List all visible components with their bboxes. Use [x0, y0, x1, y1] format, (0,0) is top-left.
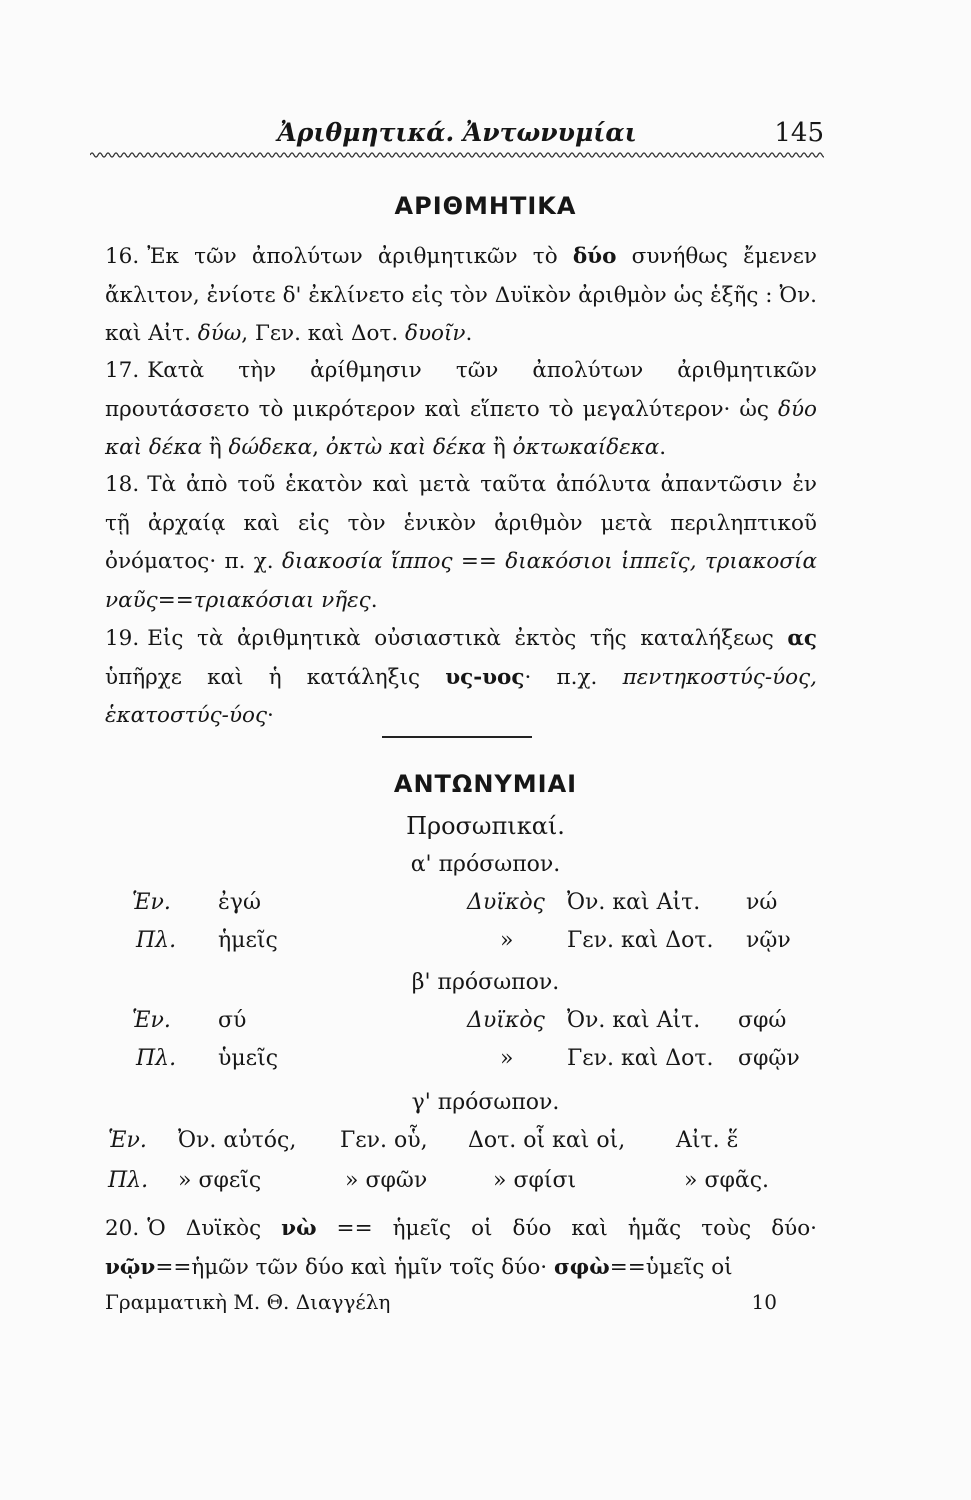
bold-term: υς-υος — [445, 664, 525, 690]
person-heading-3: γ' πρόσωπον. — [411, 1090, 560, 1115]
sheet-number: 10 — [751, 1290, 777, 1314]
person-heading-1: α' πρόσωπον. — [410, 852, 561, 877]
paragraph-17: 17. Κατὰ τὴν ἀρίθμησιν τῶν ἀπολύτων ἀριθμητικῶν προυτάσσετο τὸ μικρότερον καὶ εἵπετο τὸ μεγαλύτερον· ὡς δύο καὶ δέκα ἢ δώδεκα, ὀκτὼ καὶ δέκα ἢ ὀκτωκαίδεκα. — [105, 358, 817, 460]
paragraph-16: 16. Ἐκ τῶν ἀπολύτων ἀριθμητικῶν τὸ δύο συνήθως ἔμενεν ἄκλιτον, ἐνίοτε δ' ἐκλίνετο εἰς τὸν Δυϊκὸν ἀριθμὸν ὡς ἑξῆς : Ὀν. καὶ Αἰτ. δύω, Γεν. καὶ Δοτ. δυοῖν. — [105, 244, 817, 346]
paragraph-number: 17. — [105, 358, 140, 383]
pronoun-row: Πλ. » σφεῖς » σφῶν » σφίσι » σφᾶς. — [108, 1168, 770, 1193]
footer — [105, 1290, 817, 1324]
paragraph-19: 19. Εἰς τὰ ἀριθμητικὰ οὐσιαστικὰ ἐκτὸς τῆς καταλήξεως ας ὑπῆρχε καὶ ἡ κατάληξις υς-υος· π.χ. πεντηκοστύς-ύος, ἑκατοστύς-ύος· — [105, 626, 817, 728]
section-separator — [382, 736, 532, 738]
bold-term: νὼ — [281, 1216, 317, 1241]
pronoun-row: Πλ. ἡμεῖς » Γεν. καὶ Δοτ. νῷν — [136, 928, 791, 953]
wavy-divider — [90, 150, 824, 160]
bold-term: δύο — [572, 244, 617, 269]
running-head-title: Ἀριθμητικά. Ἀντωνυμίαι — [277, 118, 637, 147]
paragraph-number: 19. — [105, 626, 140, 651]
pronoun-row: Ἑν. ἐγώ Δυϊκὸς Ὀν. καὶ Αἰτ. νώ — [132, 890, 778, 915]
pronoun-row: Ἑν. Ὀν. αὐτός, Γεν. οὗ, Δοτ. οἷ καὶ οἱ, Αἰτ. ἕ — [108, 1128, 739, 1153]
paragraph-20: 20. Ὁ Δυϊκὸς νὼ == ἡμεῖς οἱ δύο καὶ ἡμᾶς τοὺς δύο· νῷν==ἡμῶν τῶν δύο καὶ ἡμῖν τοῖς δύο· σφὼ==ὑμεῖς οἱ — [105, 1216, 817, 1280]
person-heading-2: β' πρόσωπον. — [411, 970, 560, 995]
paragraph-number: 16. — [105, 244, 140, 269]
bold-term: ας — [787, 626, 817, 651]
paragraph-number: 20. — [105, 1216, 140, 1241]
section-title-antonymiai: ΑΝΤΩΝΥΜΙΑΙ — [393, 770, 578, 798]
bold-term: νῷν — [105, 1254, 156, 1280]
bold-term: σφὼ — [553, 1254, 610, 1280]
subsection-title: Προσωπικαί. — [406, 812, 565, 840]
footer-signature: Γραμματικὴ Μ. Θ. Διαγγέλη — [105, 1290, 391, 1314]
page-number: 145 — [774, 118, 824, 148]
paragraph-18: 18. Τὰ ἀπὸ τοῦ ἑκατὸν καὶ μετὰ ταῦτα ἀπόλυτα ἀπαντῶσιν ἐν τῇ ἀρχαίᾳ καὶ εἰς τὸν ἑνικὸν ἀριθμὸν μετὰ περιληπτικοῦ ὀνόματος· π. χ. διακοσία ἵππος == διακόσιοι ἱππεῖς, τριακοσία ναῦς==τριακόσιαι νῆες. — [105, 472, 818, 613]
pronoun-row: Πλ. ὑμεῖς » Γεν. καὶ Δοτ. σφῷν — [136, 1046, 800, 1071]
paragraph-number: 18. — [105, 472, 140, 497]
pronoun-row: Ἑν. σύ Δυϊκὸς Ὀν. καὶ Αἰτ. σφώ — [132, 1008, 787, 1033]
section-title-arithmetika: ΑΡΙΘΜΗΤΙΚΑ — [394, 192, 577, 220]
